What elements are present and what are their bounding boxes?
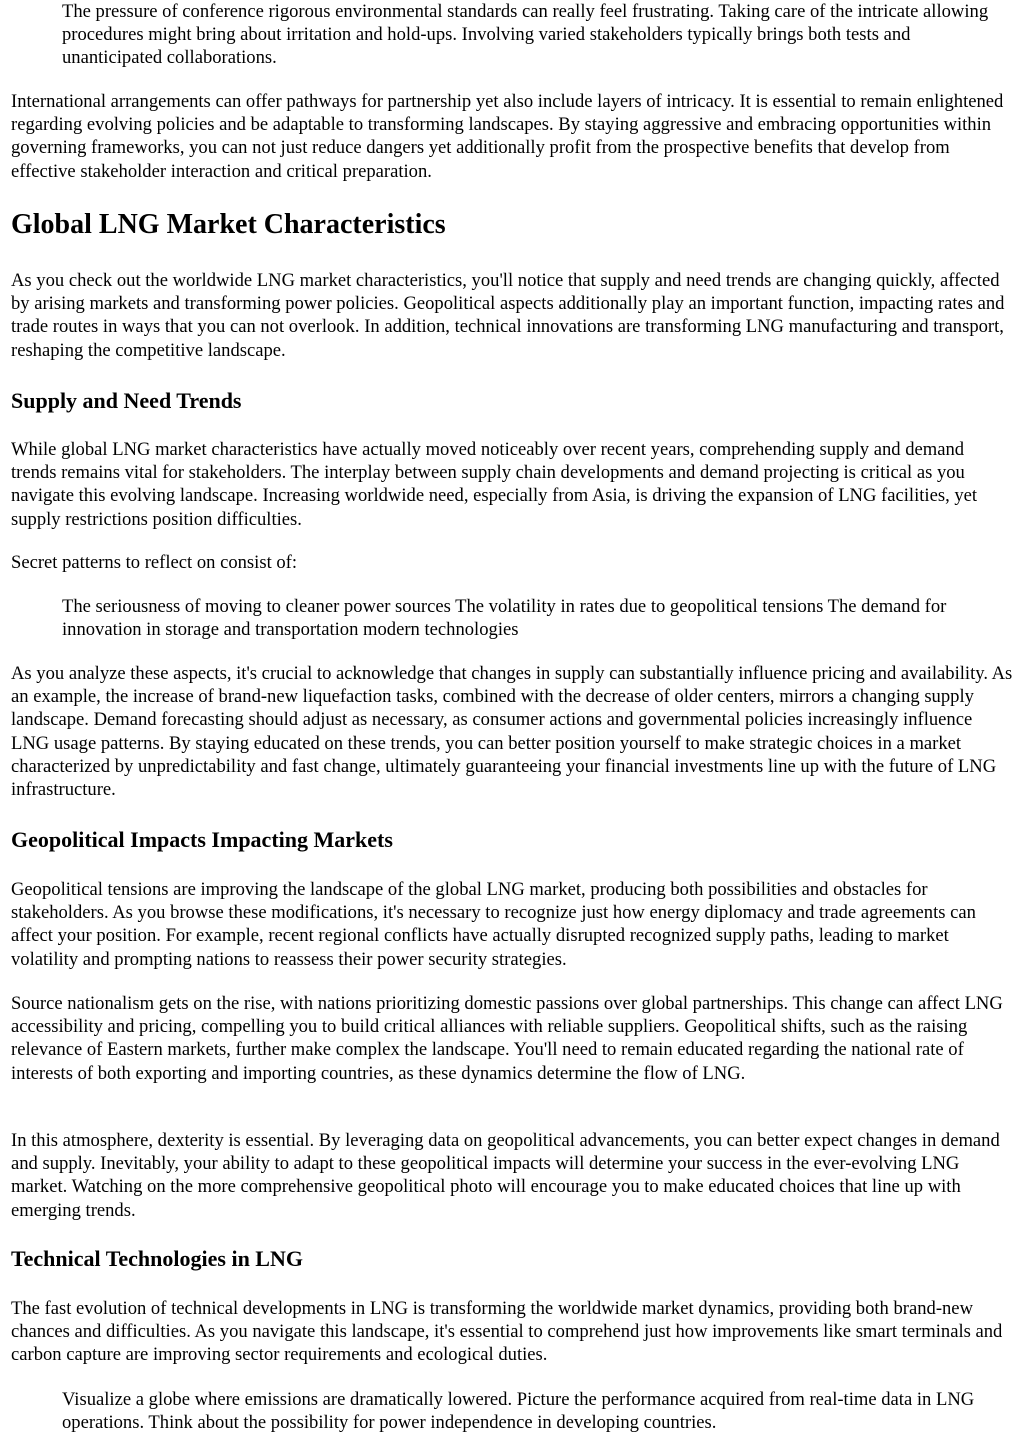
paragraph-source-nationalism: Source nationalism gets on the rise, with nations prioritizing domestic passions over global partnerships. This change can affect LNG accessibility and pricing, compelling you to build critical alliances with reliable suppliers. Geopolitical shifts, such as the raising relevance of Eastern markets, further make complex the landscape. You'll need to remain educated regarding the national rate of interests of both exporting and importing countries, as these dynamics determine the flow of LNG.: [11, 993, 1003, 1084]
paragraph-international-arrangements: International arrangements can offer pathways for partnership yet also include layers of intricacy. It is essential to remain enlightened regarding evolving policies and be adaptable to transforming landscapes. By staying aggressive and embracing opportunities within governing frameworks, you can not just reduce dangers yet additionally profit from the prospective benefits that develop from effective stakeholder interaction and critical preparation.: [11, 91, 1004, 182]
visualize-quote: Visualize a globe where emissions are dramatically lowered. Picture the performance acquired from real-time data in LNG operations. Think about the possibility for power independence in developing countries.: [62, 1389, 975, 1434]
section-heading-global-lng: Global LNG Market Characteristics: [11, 209, 446, 240]
subheading-supply-need: Supply and Need Trends: [11, 388, 242, 413]
paragraph-key-patterns-intro: Secret patterns to reflect on consist of:: [11, 552, 298, 573]
key-patterns-quote: The seriousness of moving to cleaner power sources The volatility in rates due to geopolitical tensions The demand for innovation in storage and transportation modern technologies: [62, 596, 947, 641]
paragraph-market-overview: As you check out the worldwide LNG market characteristics, you'll notice that supply and need trends are changing quickly, affected by arising markets and transforming power policies. Geopolitical aspects additionally play an important function, impacting rates and trade routes in ways that you can not overlook. In addition, technical innovations are transforming LNG manufacturing and transport, reshaping the competitive landscape.: [11, 270, 1005, 361]
paragraph-geopolitical-tensions: Geopolitical tensions are improving the landscape of the global LNG market, producing both possibilities and obstacles for stakeholders. As you browse these modifications, it's necessary to recognize just how energy diplomacy and trade agreements can affect your position. For example, recent regional conflicts have actually disrupted recognized supply paths, leading to market volatility and prompting nations to reassess their power security strategies.: [11, 879, 976, 970]
subheading-technical-technologies: Technical Technologies in LNG: [11, 1246, 303, 1271]
paragraph-dexterity: In this atmosphere, dexterity is essential. By leveraging data on geopolitical advancements, you can better expect changes in demand and supply. Inevitably, your ability to adapt to these geopolitical impacts will determine your success in the ever-evolving LNG market. Watching on the more comprehensive geopolitical photo will encourage you to make educated choices that line up with emerging trends.: [11, 1130, 1000, 1221]
subheading-geopolitical-impacts: Geopolitical Impacts Impacting Markets: [11, 827, 393, 852]
paragraph-supply-analysis: As you analyze these aspects, it's crucial to acknowledge that changes in supply can substantially influence pricing and availability. As an example, the increase of brand-new liquefaction tasks, combined with the decrease of older centers, mirrors a changing supply landscape. Demand forecasting should adjust as necessary, as consumer actions and governmental policies increasingly influence LNG usage patterns. By staying educated on these trends, you can better position yourself to make strategic choices in a market characterized by unpredictability and fast change, ultimately guaranteeing your financial investments line up with the future of LNG infrastructure.: [11, 663, 1013, 801]
intro-quote: The pressure of conference rigorous environmental standards can really feel frustrating. Taking care of the intricate allowing procedures might bring about irritation and hold-ups. Involving varied stakeholders typically brings both tests and unanticipated collaborations.: [62, 1, 989, 69]
paragraph-technical-developments: The fast evolution of technical developments in LNG is transforming the worldwide market dynamics, providing both brand-new chances and difficulties. As you navigate this landscape, it's essential to comprehend just how improvements like smart terminals and carbon capture are improving sector requirements and ecological duties.: [11, 1298, 1003, 1366]
paragraph-supply-demand: While global LNG market characteristics have actually moved noticeably over recent years, comprehending supply and demand trends remains vital for stakeholders. The interplay between supply chain developments and demand projecting is critical as you navigate this evolving landscape. Increasing worldwide need, especially from Asia, is driving the expansion of LNG facilities, yet supply restrictions position difficulties.: [11, 439, 978, 530]
